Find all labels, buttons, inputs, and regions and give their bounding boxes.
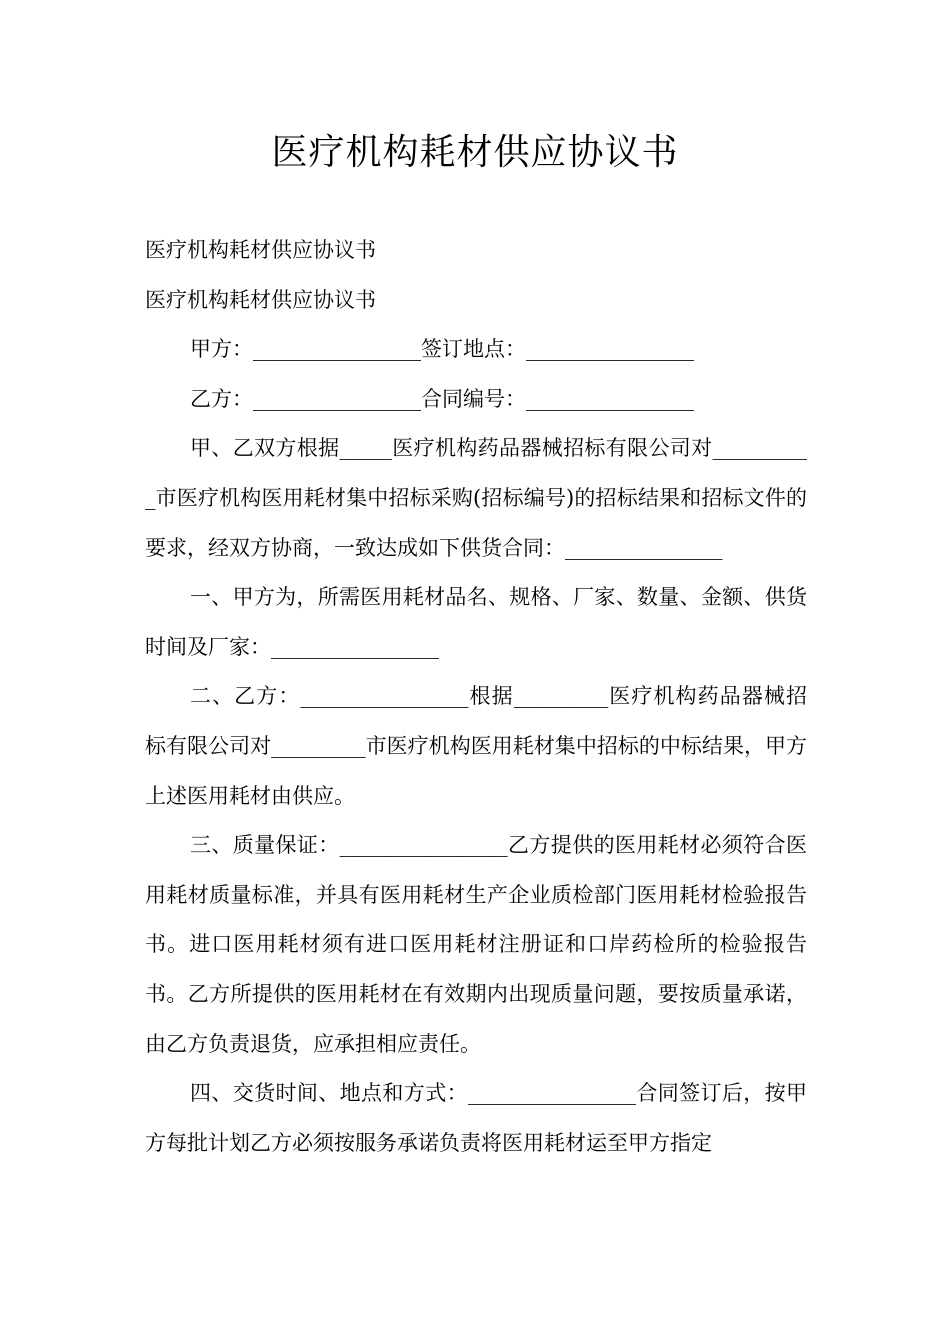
party-b-line: 乙方：________________合同编号：________________ xyxy=(190,386,694,411)
document-body xyxy=(145,226,807,1168)
preamble-paragraph: 甲、乙双方根据_____医疗机构药品器械招标有限公司对__________市医疗机构医用耗材集中招标采购(招标编号)的招标结果和招标文件的要求，经双方协商，一致达成如下供货合同：_______________ xyxy=(145,436,807,560)
subtitle-line: 医疗机构耗材供应协议书 xyxy=(145,287,376,312)
clause-four: 四、交货时间、地点和方式：________________合同签订后，按甲方每批计划乙方必须按服务承诺负责将医用耗材运至甲方指定 xyxy=(145,1081,807,1155)
clause-three: 三、质量保证：________________乙方提供的医用耗材必须符合医用耗材质量标准，并具有医用耗材生产企业质检部门医用耗材检验报告书。进口医用耗材须有进口医用耗材注册证和口岸药检所的检验报告书。乙方所提供的医用耗材在有效期内出现质量问题，要按质量承诺，由乙方负责退货，应承担相应责任。 xyxy=(145,833,807,1056)
clause-one: 一、甲方为，所需医用耗材品名、规格、厂家、数量、金额、供货时间及厂家：________________ xyxy=(145,585,807,659)
subtitle-line: 医疗机构耗材供应协议书 xyxy=(145,238,376,262)
clause-two: 二、乙方：________________根据_________医疗机构药品器械招标有限公司对_________市医疗机构医用耗材集中招标的中标结果，甲方上述医用耗材由供应。 xyxy=(145,684,807,808)
document-title: 医疗机构耗材供应协议书 xyxy=(271,132,679,173)
party-a-line: 甲方：________________签订地点：________________ xyxy=(190,337,694,362)
